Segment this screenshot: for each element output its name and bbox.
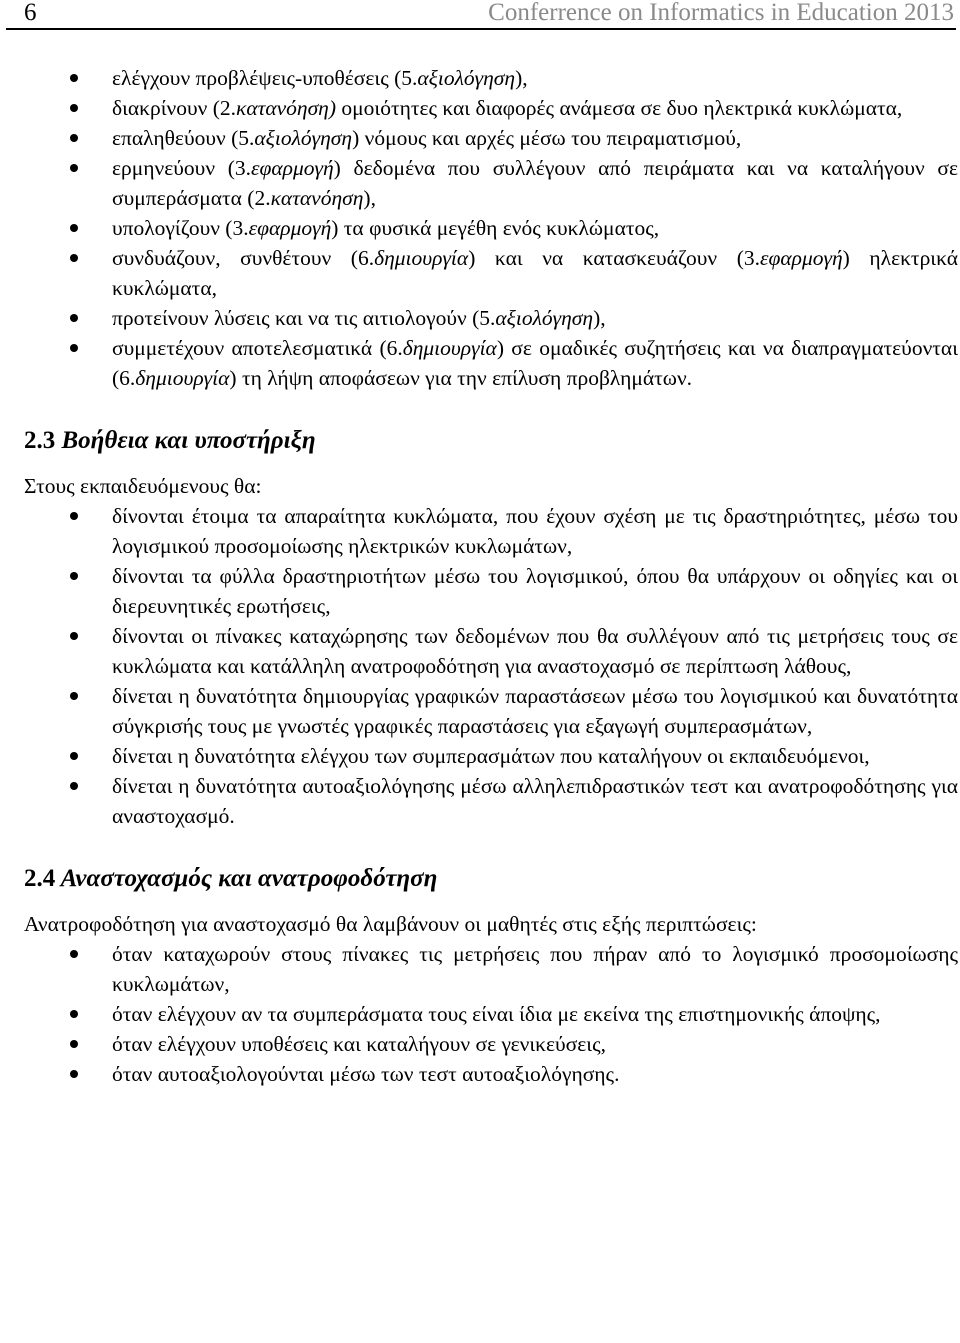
page-number: 6: [24, 0, 37, 26]
objectives-list: [24, 63, 958, 393]
list-item: δίνεται η δυνατότητα ελέγχου των συμπερασμάτων που καταλήγουν οι εκπαιδευόμενοι,: [24, 741, 958, 771]
section-intro: Ανατροφοδότηση για αναστοχασμό θα λαμβάνουν οι μαθητές στις εξής περιπτώσεις:: [24, 912, 757, 936]
list-item: συνδυάζουν, συνθέτουν (6.δημιουργία) και να κατασκευάζουν (3.εφαρμογή) ηλεκτρικά κυκλώματα,: [24, 243, 958, 303]
feedback-list: [24, 939, 958, 1089]
section-title: Βοήθεια και υποστήριξη: [61, 427, 316, 454]
section-title: Αναστοχασμός και ανατροφοδότηση: [60, 865, 438, 892]
list-item: όταν καταχωρούν στους πίνακες τις μετρήσεις που πήραν από το λογισμικό προσομοίωσης κυκλωμάτων,: [24, 939, 958, 999]
list-item: δίνονται τα φύλλα δραστηριοτήτων μέσω του λογισμικού, όπου θα υπάρχουν οι οδηγίες και οι διερευνητικές ερωτήσεις,: [24, 561, 958, 621]
page-header: [6, 0, 956, 30]
section-intro: Στους εκπαιδευόμενους θα:: [24, 474, 262, 498]
section-heading-2-3: [24, 425, 958, 457]
list-item: δίνονται οι πίνακες καταχώρησης των δεδομένων που θα συλλέγουν από τις μετρήσεις τους σε κυκλώματα και κατάλληλη ανατροφοδότηση για αναστοχασμό σε περίπτωση λάθους,: [24, 621, 958, 681]
list-item: επαληθεύουν (5.αξιολόγηση) νόμους και αρχές μέσω του πειραματισμού,: [24, 123, 958, 153]
section-number: 2.3: [24, 427, 56, 454]
support-list: [24, 501, 958, 831]
running-title: Conferrence on Informatics in Education 2013: [488, 0, 954, 26]
list-item: όταν ελέγχουν υποθέσεις και καταλήγουν σε γενικεύσεις,: [24, 1029, 958, 1059]
list-item: όταν αυτοαξιολογούνται μέσω των τεστ αυτοαξιολόγησης.: [24, 1059, 958, 1089]
list-item: προτείνουν λύσεις και να τις αιτιολογούν (5.αξιολόγηση),: [24, 303, 958, 333]
list-item: υπολογίζουν (3.εφαρμογή) τα φυσικά μεγέθη ενός κυκλώματος,: [24, 213, 958, 243]
section-number: 2.4: [24, 865, 56, 892]
section-heading-2-4: [24, 863, 958, 895]
list-item: δίνονται έτοιμα τα απαραίτητα κυκλώματα, που έχουν σχέση με τις δραστηριότητες, μέσω του λογισμικού προσομοίωσης ηλεκτρικών κυκλωμάτων,: [24, 501, 958, 561]
list-item: ελέγχουν προβλέψεις-υποθέσεις (5.αξιολόγηση),: [24, 63, 958, 93]
list-item: όταν ελέγχουν αν τα συμπεράσματα τους είναι ίδια με εκείνα της επιστημονικής άποψης,: [24, 999, 958, 1029]
list-item: δίνεται η δυνατότητα αυτοαξιολόγησης μέσω αλληλεπιδραστικών τεστ και ανατροφοδότησης για αναστοχασμό.: [24, 771, 958, 831]
body-content: [24, 63, 958, 1089]
list-item: ερμηνεύουν (3.εφαρμογή) δεδομένα που συλλέγουν από πειράματα και να καταλήγουν σε συμπεράσματα (2.κατανόηση),: [24, 153, 958, 213]
list-item: δίνεται η δυνατότητα δημιουργίας γραφικών παραστάσεων μέσω του λογισμικού και δυνατότητα σύγκρισής τους με γνωστές γραφικές παραστάσεις για εξαγωγή συμπερασμάτων,: [24, 681, 958, 741]
list-item: συμμετέχουν αποτελεσματικά (6.δημιουργία) σε ομαδικές συζητήσεις και να διαπραγματεύονται (6.δημιουργία) τη λήψη αποφάσεων για την επίλυση προβλημάτων.: [24, 333, 958, 393]
list-item: διακρίνουν (2.κατανόηση) ομοιότητες και διαφορές ανάμεσα σε δυο ηλεκτρικά κυκλώματα,: [24, 93, 958, 123]
